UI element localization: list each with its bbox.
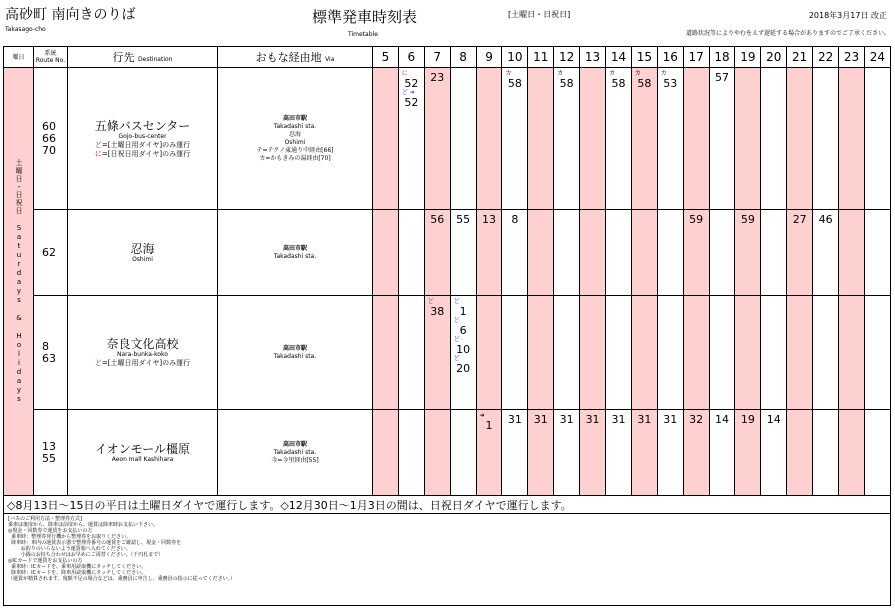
departure-minute: 31 [585, 413, 600, 426]
departure-minute: 8 [511, 213, 519, 226]
departure-cell-12 [554, 210, 580, 296]
departure-cell-15 [631, 296, 657, 410]
via-line: Takadashi sta. [273, 352, 317, 360]
departure-minute: 19 [740, 413, 755, 426]
guide-line: ◎ICカードで運賃をお支払いの方 [8, 558, 83, 564]
departure-minute: 31 [637, 413, 652, 426]
departure-minute: 58 [637, 77, 652, 90]
departure-cell-10 [502, 210, 528, 296]
guide-line: （運賃が精算されます。残額不足の場合などは、乗務員に申告し、乗務員の指示に従ってください。） [8, 576, 236, 582]
departure-cell-19 [735, 68, 761, 210]
guide-line: 降車時：車内の運賃表示器で整理券番号の運賃をご確認し、現金・回数券を [8, 540, 182, 546]
hour-header-15: 15 [631, 47, 657, 68]
note-mark: ど [94, 140, 102, 149]
destination-note [68, 359, 217, 368]
departure-cell-9 [476, 410, 502, 496]
departure-cell-7 [424, 410, 450, 496]
departure-cell-9 [476, 68, 502, 210]
page-title: 標準発車時刻表 [312, 8, 418, 26]
departure-cell-22 [813, 68, 839, 210]
departure-cell-6 [398, 296, 424, 410]
departure-cell-5 [373, 410, 399, 496]
via-line: 高田市駅 [282, 114, 307, 122]
departure-cell-15 [631, 410, 657, 496]
departure-minute: 14 [715, 413, 730, 426]
destination-name-en: Aeon mall Kashihara [111, 455, 174, 463]
departure-minute: 31 [533, 413, 548, 426]
hour-header-21: 21 [787, 47, 813, 68]
guide-line: 乗車は後扉から、降車は前扉から。運賃は降車時お支払い下さい。 [8, 522, 159, 528]
departure-cell-16 [657, 410, 683, 496]
departure-cell-24 [864, 296, 890, 410]
hour-header-17: 17 [683, 47, 709, 68]
departure-cell-16 [657, 210, 683, 296]
hour-header-10: 10 [502, 47, 528, 68]
hour-header-19: 19 [735, 47, 761, 68]
departure-minute: 14 [766, 413, 781, 426]
route-numbers: 13 55 [34, 410, 68, 496]
departure-cell-20 [761, 296, 787, 410]
departure-mark: ど [453, 336, 460, 343]
departure-minute: 55 [456, 213, 471, 226]
via-line: 高田市駅 [282, 344, 307, 352]
destination-cell [68, 296, 218, 410]
departure-minute: 1 [485, 419, 493, 432]
hour-header-7: 7 [424, 47, 450, 68]
destination-header-jp: 行先 [112, 51, 135, 64]
destination-note [68, 150, 217, 159]
guide-line: お釣りのいらないよう運賃箱へ入れてください。 [8, 546, 131, 552]
departure-cell-18 [709, 210, 735, 296]
hour-header-14: 14 [606, 47, 632, 68]
page-title-en: Timetable [348, 31, 378, 38]
guide-line: 乗車時：整理券発行機から整理券をお取りください。 [8, 534, 132, 540]
departure-cell-5 [373, 68, 399, 210]
destination-name: 忍海 [130, 241, 155, 256]
destination-name-en: Gojo-bus-center [118, 132, 167, 140]
hour-header-16: 16 [657, 47, 683, 68]
departure-cell-24 [864, 410, 890, 496]
hour-header-24: 24 [864, 47, 890, 68]
departure-minute: 20 [456, 362, 471, 375]
via-header-en: Via [325, 56, 335, 63]
departure-cell-16 [657, 68, 683, 210]
note-text: =[土曜日用ダイヤ]のみ運行 [101, 359, 191, 367]
hour-header-12: 12 [554, 47, 580, 68]
departure-minute: 58 [611, 77, 626, 90]
destination-name: イオンモール橿原 [95, 441, 190, 456]
departure-cell-22 [813, 410, 839, 496]
guide-line: [バスのご利用方法・整理券方式] [8, 516, 82, 522]
departure-cell-23 [839, 68, 865, 210]
departure-minute: 52 [404, 96, 419, 109]
departure-minute: 57 [715, 71, 730, 84]
departure-cell-15 [631, 68, 657, 210]
departure-cell-23 [839, 296, 865, 410]
revision-date: 2018年3月17日 改正 [808, 11, 887, 20]
departure-mark: カ [609, 70, 616, 77]
usage-guide [4, 514, 891, 606]
destination-name-en: Nara-bunka-koko [117, 351, 168, 358]
departure-mark: ど [453, 355, 460, 362]
departure-minute: 59 [740, 213, 755, 226]
departure-cell-20 [761, 68, 787, 210]
departure-cell-17 [683, 410, 709, 496]
departure-cell-22 [813, 296, 839, 410]
departure-minute: 27 [792, 213, 807, 226]
guide-line: 小銭のお持ち合わせはお早めにご両替ください。（千円札まで） [8, 552, 164, 558]
destination-cell [68, 210, 218, 296]
departure-cell-21 [787, 296, 813, 410]
departure-mark: カ [505, 70, 512, 77]
departure-cell-16 [657, 296, 683, 410]
departure-mark: ど ➜ [401, 89, 415, 96]
timetable [3, 46, 891, 606]
destination-column-header [68, 47, 218, 68]
via-cell [218, 296, 373, 410]
departure-cell-6 [398, 68, 424, 210]
via-line: 今=今里経由[55] [271, 456, 319, 464]
departure-cell-12 [554, 296, 580, 410]
departure-cell-13 [580, 410, 606, 496]
hour-header-11: 11 [528, 47, 554, 68]
departure-mark: に [401, 70, 408, 77]
hour-header-20: 20 [761, 47, 787, 68]
note-mark: ど [94, 359, 102, 367]
departure-cell-17 [683, 68, 709, 210]
departure-minute: 58 [559, 77, 574, 90]
note-mark: に [94, 149, 102, 158]
departure-minute: 59 [689, 213, 704, 226]
via-cell [218, 410, 373, 496]
departure-mark: ど [427, 298, 434, 305]
departure-cell-7 [424, 68, 450, 210]
departure-minute: 31 [559, 413, 574, 426]
via-line: Takadashi sta. [273, 252, 317, 260]
departure-cell-5 [373, 296, 399, 410]
departure-mark: カ [660, 70, 667, 77]
departure-cell-11 [528, 68, 554, 210]
departure-minute: 56 [430, 213, 445, 226]
departure-cell-14 [606, 410, 632, 496]
hour-header-8: 8 [450, 47, 476, 68]
departure-cell-24 [864, 210, 890, 296]
departure-cell-14 [606, 68, 632, 210]
departure-mark: ど [453, 317, 460, 324]
departure-mark: カ [634, 70, 641, 77]
departure-cell-12 [554, 410, 580, 496]
note-text: =[日祝日用ダイヤ]のみ運行 [101, 149, 191, 158]
departure-cell-19 [735, 410, 761, 496]
departure-minute: 52 [404, 77, 419, 90]
departure-minute: 53 [663, 77, 678, 90]
departure-minute: 31 [663, 413, 678, 426]
route-numbers: 60 66 70 [34, 68, 68, 210]
departure-cell-8 [450, 296, 476, 410]
stop-name: 高砂町 南向きのりば [5, 7, 136, 23]
guide-line: 乗車時：ICカードを、乗車用読取機にタッチしてください。 [8, 564, 147, 570]
via-line: 忍海 [288, 130, 301, 138]
via-line: 高田市駅 [282, 440, 307, 448]
departure-minute: 1 [459, 305, 467, 318]
hour-header-6: 6 [398, 47, 424, 68]
departure-minute: 6 [459, 324, 467, 337]
stop-name-en: Takasago-cho [5, 26, 46, 33]
departure-mark: カ [557, 70, 564, 77]
departure-cell-11 [528, 296, 554, 410]
departure-minute: 58 [507, 77, 522, 90]
via-line: テ=テクノ東通り中経由[66] [256, 146, 334, 154]
departure-minute: 23 [430, 71, 445, 84]
departure-cell-22 [813, 210, 839, 296]
destination-note [68, 141, 217, 150]
departure-minute: 31 [507, 413, 522, 426]
departure-cell-18 [709, 296, 735, 410]
delay-note: 道路状況等によりやむをえず遅延する場合がありますのでご了承ください。 [685, 30, 890, 37]
via-header-jp: おもな経由地 [255, 51, 322, 64]
departure-cell-7 [424, 296, 450, 410]
departure-mark: ど [453, 298, 460, 305]
departure-cell-14 [606, 210, 632, 296]
via-cell [218, 68, 373, 210]
via-line: Takadashi sta. [273, 448, 317, 456]
hour-header-5: 5 [373, 47, 399, 68]
note-text: =[土曜日用ダイヤ]のみ運行 [101, 140, 191, 149]
destination-name: 五條バスセンター [94, 118, 191, 133]
departure-cell-21 [787, 68, 813, 210]
guide-line: ◎現金・回数券で運賃をお支払いの方 [8, 528, 93, 534]
via-line: Takadashi sta. [273, 122, 317, 130]
route-numbers: 8 63 [34, 296, 68, 410]
departure-cell-23 [839, 410, 865, 496]
departure-cell-11 [528, 210, 554, 296]
day-label-text: 土曜日・日祝日 Saturdays & Holidays [15, 159, 23, 404]
departure-cell-24 [864, 68, 890, 210]
via-line: 高田市駅 [282, 244, 307, 252]
departure-minute: 46 [818, 213, 833, 226]
departure-cell-9 [476, 296, 502, 410]
departure-cell-18 [709, 68, 735, 210]
departure-cell-21 [787, 210, 813, 296]
destination-cell [68, 68, 218, 210]
departure-minute: 32 [689, 413, 704, 426]
day-column-header: 曜日 [4, 47, 34, 68]
hour-header-9: 9 [476, 47, 502, 68]
destination-cell [68, 410, 218, 496]
hour-header-18: 18 [709, 47, 735, 68]
departure-cell-17 [683, 210, 709, 296]
departure-cell-6 [398, 210, 424, 296]
destination-name: 奈良文化高校 [106, 337, 179, 351]
departure-cell-8 [450, 410, 476, 496]
destination-header-en: Destination [138, 56, 173, 63]
departure-cell-6 [398, 410, 424, 496]
departure-cell-11 [528, 410, 554, 496]
day-label [4, 68, 34, 496]
hour-header-13: 13 [580, 47, 606, 68]
departure-cell-13 [580, 296, 606, 410]
departure-cell-8 [450, 68, 476, 210]
departure-cell-17 [683, 296, 709, 410]
departure-cell-14 [606, 296, 632, 410]
departure-cell-8 [450, 210, 476, 296]
departure-cell-18 [709, 410, 735, 496]
destination-name-en: Oshimi [132, 255, 153, 263]
hour-header-22: 22 [813, 47, 839, 68]
departure-mark: ➜ [479, 412, 485, 419]
departure-cell-7 [424, 210, 450, 296]
via-cell [218, 210, 373, 296]
departure-cell-21 [787, 410, 813, 496]
departure-cell-10 [502, 410, 528, 496]
departure-cell-13 [580, 210, 606, 296]
departure-cell-15 [631, 210, 657, 296]
departure-minute: 13 [482, 213, 496, 226]
guide-line: 降車時：ICカードを、降車用読取機にタッチしてください。 [8, 570, 147, 576]
departure-cell-9 [476, 210, 502, 296]
departure-cell-23 [839, 210, 865, 296]
day-type-label: [土曜日・日祝日] [508, 10, 571, 19]
departure-minute: 38 [430, 305, 445, 318]
departure-cell-20 [761, 410, 787, 496]
departure-cell-12 [554, 68, 580, 210]
departure-cell-19 [735, 296, 761, 410]
departure-cell-5 [373, 210, 399, 296]
departure-cell-13 [580, 68, 606, 210]
departure-minute: 10 [456, 343, 471, 356]
departure-cell-20 [761, 210, 787, 296]
via-column-header [218, 47, 373, 68]
route-column-header: 系統 Route No. [34, 47, 68, 68]
departure-cell-10 [502, 296, 528, 410]
via-line: カ=かもきみの湯経由[70] [259, 154, 331, 162]
departure-cell-10 [502, 68, 528, 210]
departure-minute: 31 [611, 413, 626, 426]
via-line: Oshimi [284, 138, 306, 146]
hour-header-23: 23 [839, 47, 865, 68]
route-numbers: 62 [34, 210, 68, 296]
operation-notice: ◇8月13日～15日の平日は土曜日ダイヤで運行します。◇12月30日～1月3日の間は、日祝日ダイヤで運行します。 [4, 496, 891, 514]
departure-cell-19 [735, 210, 761, 296]
